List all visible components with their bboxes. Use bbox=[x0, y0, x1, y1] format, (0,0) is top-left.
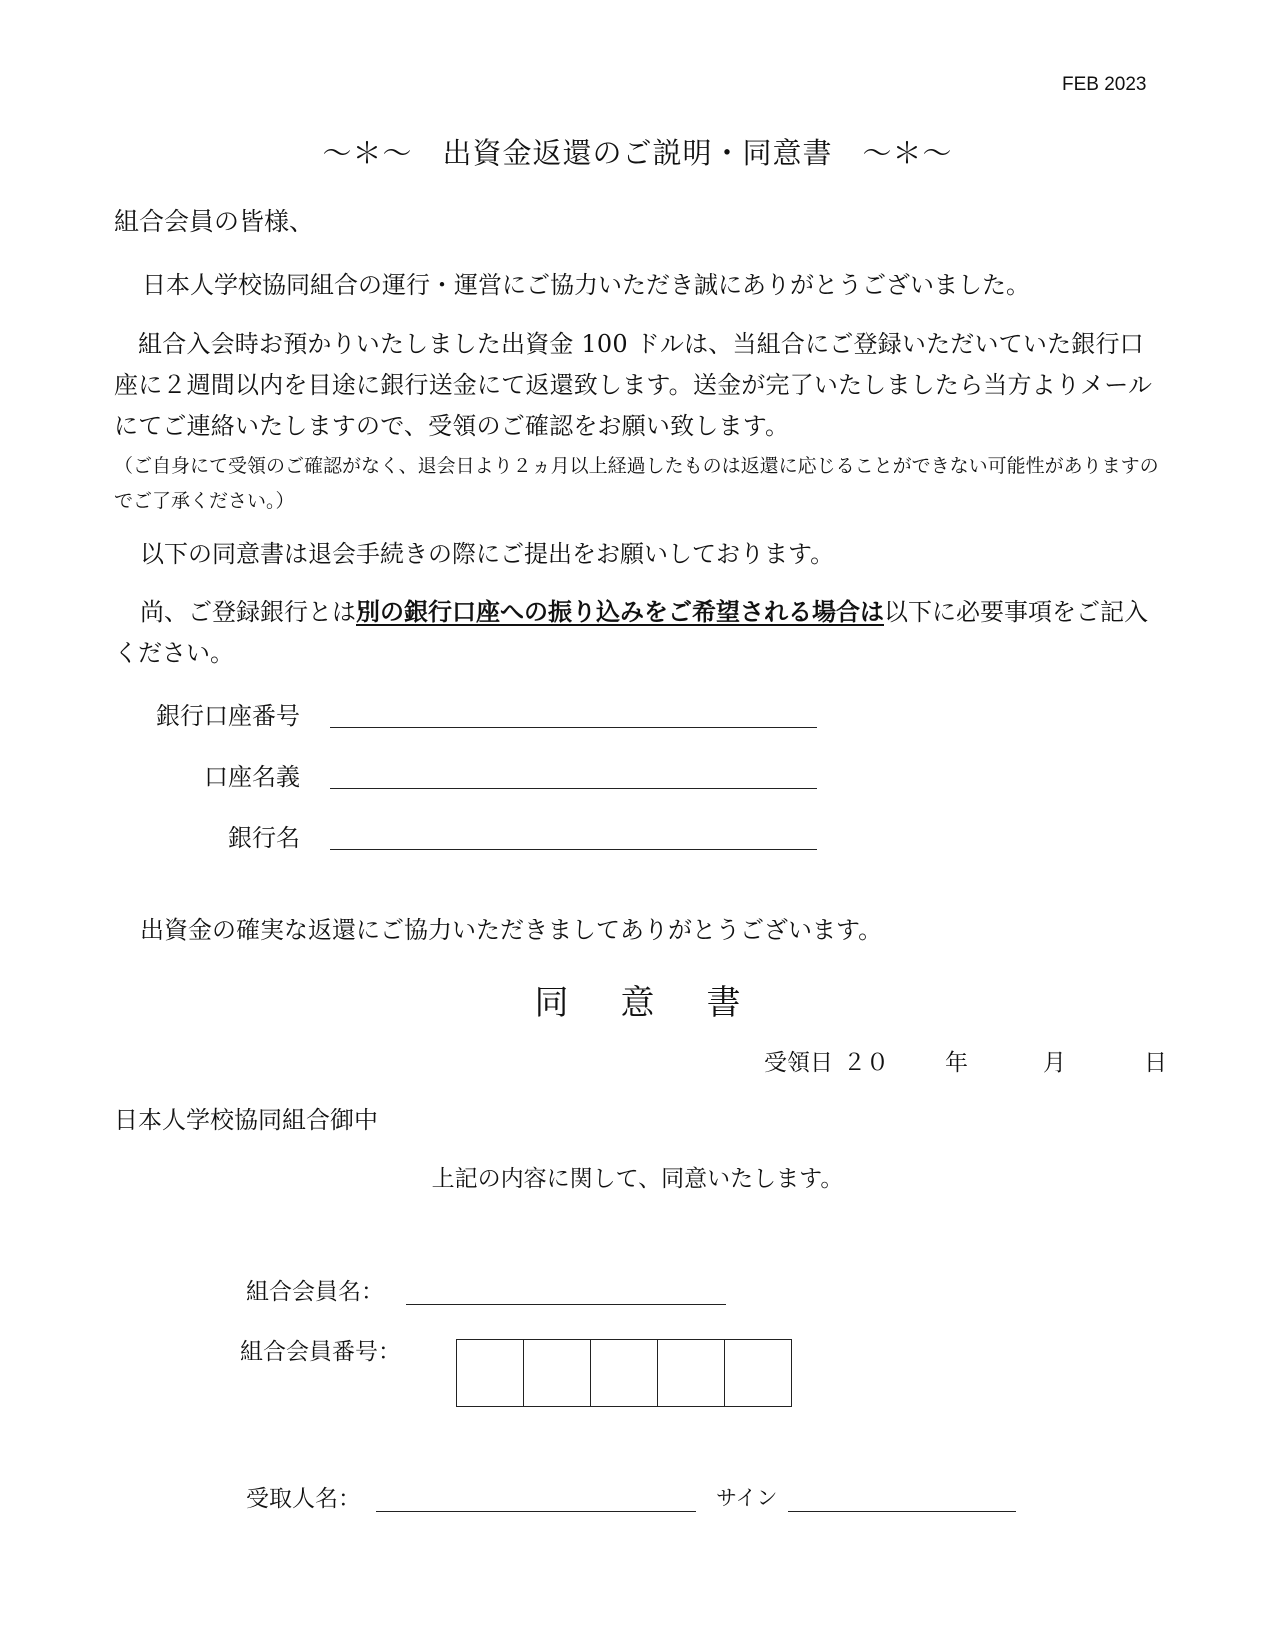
paragraph-refund-explanation: 組合入会時お預かりいたしました出資金 100 ドルは、当組合にご登録いただいていた銀行口座に２週間以内を目途に銀行送金にて返還致します。送金が完了いたしましたら当方よりメールにてご連絡いたしますので、受領のご確認をお願い致します。 bbox=[114, 330, 1153, 440]
alternate-account-emphasis: 別の銀行口座への振り込みをご希望される場合は bbox=[356, 597, 884, 626]
bank-name-label: 銀行名 bbox=[228, 824, 300, 852]
consent-form-title bbox=[0, 975, 1275, 1024]
alternate-account-intro: 尚、ご登録銀行とは bbox=[140, 598, 356, 626]
member-number-boxes bbox=[456, 1339, 792, 1407]
consent-title-char-1: 同 bbox=[534, 983, 569, 1023]
closing-thanks: 出資金の確実な返還にご協力いただきましてありがとうございます。 bbox=[140, 916, 883, 944]
member-number-box[interactable] bbox=[725, 1340, 791, 1406]
paragraph-consent-submission: 以下の同意書は退会手続きの際にご提出をお願いしております。 bbox=[140, 540, 835, 568]
signature-field[interactable] bbox=[788, 1511, 1016, 1512]
signature-label: サイン bbox=[716, 1486, 778, 1510]
paragraph-refund-note: （ご自身にて受領のご確認がなく、退会日より２ヵ月以上経過したものは返還に応じることができない可能性がありますのでご了承ください。） bbox=[114, 455, 1159, 512]
addressee: 日本人学校協同組合御中 bbox=[114, 1106, 378, 1134]
bank-account-number-field[interactable] bbox=[330, 727, 817, 728]
receipt-month-label: 月 bbox=[1043, 1050, 1066, 1076]
receipt-year-prefix: ２０ bbox=[843, 1050, 889, 1076]
agreement-statement: 上記の内容に関して、同意いたします。 bbox=[431, 1166, 844, 1192]
member-number-box[interactable] bbox=[524, 1340, 591, 1406]
receipt-date-label: 受領日 bbox=[764, 1050, 833, 1076]
document-date-code: FEB 2023 bbox=[1062, 74, 1147, 95]
paragraph-alternate-account bbox=[114, 591, 1164, 674]
document-title: ～＊～ 出資金返還のご説明・同意書 ～＊～ bbox=[322, 136, 953, 170]
receipt-day-label: 日 bbox=[1144, 1050, 1167, 1076]
member-name-label: 組合会員名： bbox=[246, 1279, 384, 1305]
salutation: 組合会員の皆様、 bbox=[114, 207, 315, 236]
account-holder-label: 口座名義 bbox=[204, 763, 300, 791]
member-number-box[interactable] bbox=[457, 1340, 524, 1406]
alternate-account-instruction: 以下に必要事項をご記入ください。 bbox=[114, 598, 1148, 667]
recipient-name-field[interactable] bbox=[376, 1511, 696, 1512]
bank-name-field[interactable] bbox=[330, 849, 817, 850]
member-name-field[interactable] bbox=[406, 1304, 726, 1305]
member-number-box[interactable] bbox=[591, 1340, 658, 1406]
consent-title-char-2: 意 bbox=[620, 983, 655, 1023]
consent-title-char-3: 書 bbox=[706, 983, 741, 1023]
bank-account-number-label: 銀行口座番号 bbox=[156, 702, 300, 730]
member-number-label: 組合会員番号： bbox=[240, 1339, 401, 1365]
member-number-box[interactable] bbox=[658, 1340, 725, 1406]
paragraph-thanks-operation: 日本人学校協同組合の運行・運営にご協力いただき誠にありがとうございました。 bbox=[142, 271, 1030, 299]
account-holder-field[interactable] bbox=[330, 788, 817, 789]
receipt-year-label: 年 bbox=[945, 1050, 968, 1076]
recipient-name-label: 受取人名： bbox=[246, 1486, 361, 1512]
